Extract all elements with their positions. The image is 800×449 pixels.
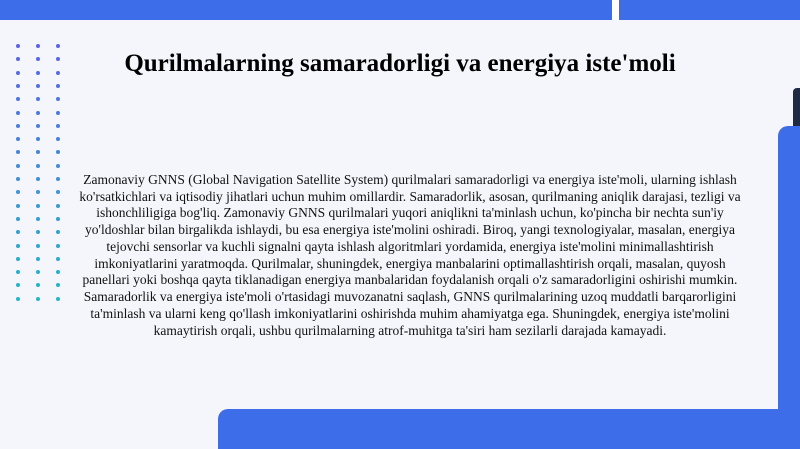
decorative-dot — [56, 190, 60, 194]
decorative-dot — [56, 84, 60, 88]
decorative-dot — [36, 150, 40, 154]
decorative-dot — [16, 297, 20, 301]
decorative-dot — [36, 111, 40, 115]
decorative-dot — [36, 137, 40, 141]
decorative-dot — [36, 44, 40, 48]
decorative-dot — [56, 150, 60, 154]
decorative-dot — [16, 244, 20, 248]
decorative-dot — [36, 71, 40, 75]
decorative-dot — [56, 124, 60, 128]
decorative-dot — [56, 204, 60, 208]
decorative-dot — [36, 57, 40, 61]
decorative-dot — [36, 257, 40, 261]
decorative-dot — [56, 97, 60, 101]
decorative-dot — [16, 190, 20, 194]
decorative-dot — [56, 270, 60, 274]
decorative-dot — [16, 177, 20, 181]
decorative-dot — [16, 270, 20, 274]
decorative-dot — [16, 137, 20, 141]
decorative-dot — [36, 297, 40, 301]
decorative-dot — [16, 230, 20, 234]
slide-body-text: Zamonaviy GNNS (Global Navigation Satellite System) qurilmalari samaradorligi va energiya iste'moli, ularning ishlash ko'rsatkichlari va iqtisodiy jihatlari uchun muhim omillardir. Samaradorlik, asosan, qurilmaning aniqlik darajasi, tezligi va ishonchliligiga bog'liq. Zamonaviy GNNS qurilmalari yuqori aniqlikni ta'minlash uchun, ko'pincha bir nechta sun'iy yo'ldoshlar bilan birgalikda ishlaydi, bu esa energiya iste'molini oshiradi. Biroq, yangi texnologiyalar, masalan, energiya tejovchi sensorlar va kuchli signalni qayta ishlash algoritmlari yordamida, energiya iste'molini minimallashtirish imkoniyatlarini yaratmoqda. Qurilmalar, shuningdek, energiya manbalarini optimallashtirish orqali, masalan, quyosh panellari yoki boshqa qayta tiklanadigan energiya manbalaridan foydalanish orqali o'z samaradorligini oshirishi mumkin. Samaradorlik va energiya iste'moli o'rtasidagi muvozanatni saqlash, GNNS qurilmalarining uzoq muddatli barqarorligini ta'minlash va ularni keng qo'llash imkoniyatlarini oshirishda muhim ahamiyatga ega. Shuningdek, energiya iste'molini kamaytirish orqali, ushbu qurilmalarning atrof-muhitga ta'siri ham sezilarli darajada kamayadi. — [79, 172, 741, 338]
decorative-dot — [36, 217, 40, 221]
decorative-dot — [36, 230, 40, 234]
top-accent-gap — [612, 0, 619, 20]
decorative-dot — [36, 204, 40, 208]
decorative-dot — [56, 217, 60, 221]
decorative-dot — [16, 97, 20, 101]
decorative-dot — [56, 244, 60, 248]
decorative-dot — [16, 71, 20, 75]
decorative-dot — [16, 257, 20, 261]
decorative-dot — [36, 124, 40, 128]
decorative-dot — [56, 137, 60, 141]
decorative-dot — [16, 150, 20, 154]
top-accent-bar — [0, 0, 612, 20]
decorative-dot — [56, 177, 60, 181]
decorative-dot — [36, 283, 40, 287]
decorative-dot — [16, 124, 20, 128]
decorative-dot — [16, 204, 20, 208]
decorative-dot — [16, 164, 20, 168]
decorative-dot — [16, 283, 20, 287]
decorative-dot — [16, 44, 20, 48]
decorative-dot-grid — [16, 44, 68, 314]
decorative-dot — [56, 111, 60, 115]
top-right-accent-block — [619, 0, 800, 20]
decorative-dot — [16, 217, 20, 221]
decorative-dot — [56, 283, 60, 287]
right-accent-panel — [778, 126, 800, 449]
decorative-dot — [56, 164, 60, 168]
decorative-dot — [56, 44, 60, 48]
decorative-dot — [16, 111, 20, 115]
decorative-dot — [36, 164, 40, 168]
decorative-dot — [36, 84, 40, 88]
bottom-accent-bar — [218, 409, 800, 449]
decorative-dot — [36, 97, 40, 101]
slide-title: Qurilmalarning samaradorligi va energiya iste'moli — [124, 50, 676, 77]
decorative-dot — [36, 270, 40, 274]
decorative-dot — [16, 84, 20, 88]
decorative-dot — [36, 190, 40, 194]
decorative-dot — [36, 244, 40, 248]
decorative-dot — [36, 177, 40, 181]
decorative-dot — [16, 57, 20, 61]
decorative-dot — [56, 230, 60, 234]
decorative-dot — [56, 297, 60, 301]
decorative-dot — [56, 257, 60, 261]
